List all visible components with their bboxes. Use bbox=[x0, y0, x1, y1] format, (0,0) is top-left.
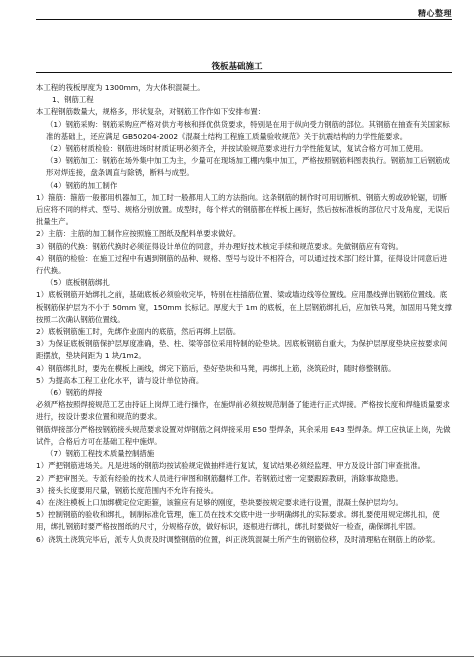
paragraph-binding-step-3: 3）为保证底板钢筋保护层厚度准确，垫、柱、梁等部位采用特制的砼垫块。因底板钢筋自重大，为保护层厚度垫块应按要求间距摆放，垫块间距为 1 块/1m2。 bbox=[36, 339, 448, 361]
subheading-rebar-fabrication: （4）钢筋的加工制作 bbox=[46, 180, 118, 190]
paragraph-binding-step-4: 4）钢筋绑扎时，要先在模板上画线，绑完下筋后，垫好垫块和马凳，再绑扎上筋，浇筑砼时，随时修整钢筋。 bbox=[36, 363, 396, 373]
paragraph-rebar-material-test: （2）钢筋材质检验：钢筋进场时材质证明必须齐全，并按试验规范要求进行力学性能复试，复试合格方可加工使用。 bbox=[46, 144, 428, 154]
paragraph-qc-4: 4）在浇注模板上口加绑横定位定距箍，该箍应有足够的刚度，垫块要按规定要求进行设置，混凝土保护层均匀。 bbox=[36, 497, 403, 507]
paragraph-qc-6: 6）浇筑土浇筑完毕后，派专人负责及时调整钢筋的位置，纠正浇筑混凝土所产生的钢筋位移，及时清理粘在钢筋上的砂浆。 bbox=[36, 534, 440, 544]
paragraph-binding-step-2: 2）底板钢筋施工时，先绑作业面内的底筋，然后再绑上层筋。 bbox=[36, 327, 241, 337]
paragraph-qc-2: 2）严把审图关。专派有经验的技术人员进行审图和钢筋翻样工作。若钢筋过密一定要跟踪教研，消除事故隐患。 bbox=[36, 473, 403, 483]
paragraph-welding-procedure: 必须严格按照焊接规范工艺由持证上岗焊工进行操作，在施焊前必须按规范制备了能进行正式焊接。严格按长度和焊缝质量要求进行，按设计要求位置和规范的要求。 bbox=[36, 400, 450, 422]
header-brand: 精心整理 bbox=[418, 9, 452, 18]
paragraph-rebar-processing: （3）钢筋加工：钢筋在场外集中加工为主，少量可在现场加工棚内集中加工，严格按照钢筋料图表执行。钢筋加工后钢筋成形对焊连接，盘条调直与除锈，断料与成型。 bbox=[46, 156, 450, 178]
paragraph-stirrups: 1）箍筋：箍筋一般都用机器加工，加工时一般都用人工的方法指向。这条钢筋的制作时可用切断机、钢筋大剪或砂轮锯，切断后应将不同的样式、型号、规格分别放置。成型时，每个样式的钢筋都在样板上画好，然后按标准板的部位尺寸及角度，无误后批量生产。 bbox=[36, 192, 450, 227]
paragraph-binding-step-1: 1）底板钢筋开始绑扎之前，基础底板必须验收完毕，特别在柱插筋位置、梁或墙边线等位置线。应用墨线弹出钢筋位置线。底板钢筋保护层为不小于 50mm 宽，150mm 长标记。厚度大于 1m 的底板，在上层钢筋绑扎后，应加铁马凳，加固用马凳支撑按照二次确认钢筋位置线。 bbox=[36, 290, 452, 324]
paragraph-qc-5: 5）控制钢筋的验收和绑扎，制制标准化管理，施工员在技术交底中进一步明确绑扎的实际要求。绑扎要使用规定绑扎扣，使用，绑扎钢筋时要严格按图纸的尺寸，分规格存放，做好标识，逐根进行绑扎，绑扎时要做好一检查，确保绑扎牢固。 bbox=[36, 510, 440, 532]
document-body bbox=[36, 82, 452, 546]
paragraph-rebar-substitution: 3）钢筋的代换：钢筋代换时必须征得设计单位的同意，并办理好技术核定手续和规范要求。先做钢筋应有弯钩。 bbox=[36, 241, 403, 251]
header-divider bbox=[36, 19, 452, 20]
paragraph-rebar-overview: 本工程钢筋数量大，规格多，形状复杂，对钢筋工作作如下安排布置： bbox=[36, 107, 266, 117]
paragraph-qc-3: 3）接头长度要用尺量，钢筋长度范围内不允许有接头。 bbox=[36, 485, 219, 495]
paragraph-welding-electrodes: 钢筋焊接部分严格按钢筋接头规范要求设置对焊钢筋之间焊接采用 E50 型焊条，其余采用 E43 型焊条。焊工应执证上岗，先做试件，合格后方可在基础工程中施焊。 bbox=[36, 424, 451, 446]
paragraph-intro: 本工程的筏板厚度为 1300mm，为大体积混凝土。 bbox=[36, 83, 205, 92]
paragraph-main-bars: 2）主筋：主筋的加工制作应按照施工图纸及配料单要求做好。 bbox=[36, 229, 241, 239]
paragraph-binding-step-5: 5）为提高本工程工业化水平，请与设计单位协商。 bbox=[36, 375, 204, 385]
paragraph-rebar-inspection: 4）钢筋的检验：在施工过程中有遇到钢筋的品种、规格、型号与设计不相符合，可以通过技术部门经计算，征得设计同意后进行代换。 bbox=[36, 253, 448, 276]
subheading-welding: （6）钢筋的焊接 bbox=[46, 388, 103, 398]
paragraph-rebar-procurement: （1）钢筋采购：钢筋采购应严格对供方考核和择优供货要求，特别是在用于纵向受力钢筋的部位。其钢筋在抽查有关国家标准的基础上，还应满足 GB50204-2002《混凝土结构工程施工质量验收规范》关于抗震结构的力学性能要求。 bbox=[46, 119, 450, 141]
footer-divider bbox=[0, 656, 474, 657]
subheading-quality-control: （7）钢筋工程技术质量控制措施 bbox=[46, 449, 155, 459]
section-heading-rebar: 1、钢筋工程 bbox=[52, 95, 94, 105]
title-divider bbox=[36, 72, 452, 73]
paragraph-qc-1: 1）严把钢筋进场关。凡是进场的钢筋均按试验规定做抽样进行复试，复试结果必须经监理、甲方及设计部门审查批准。 bbox=[36, 461, 426, 471]
document-title: 筏板基础施工 bbox=[211, 62, 263, 72]
subheading-raft-rebar-binding: （5）底板钢筋绑扎 bbox=[46, 278, 110, 288]
